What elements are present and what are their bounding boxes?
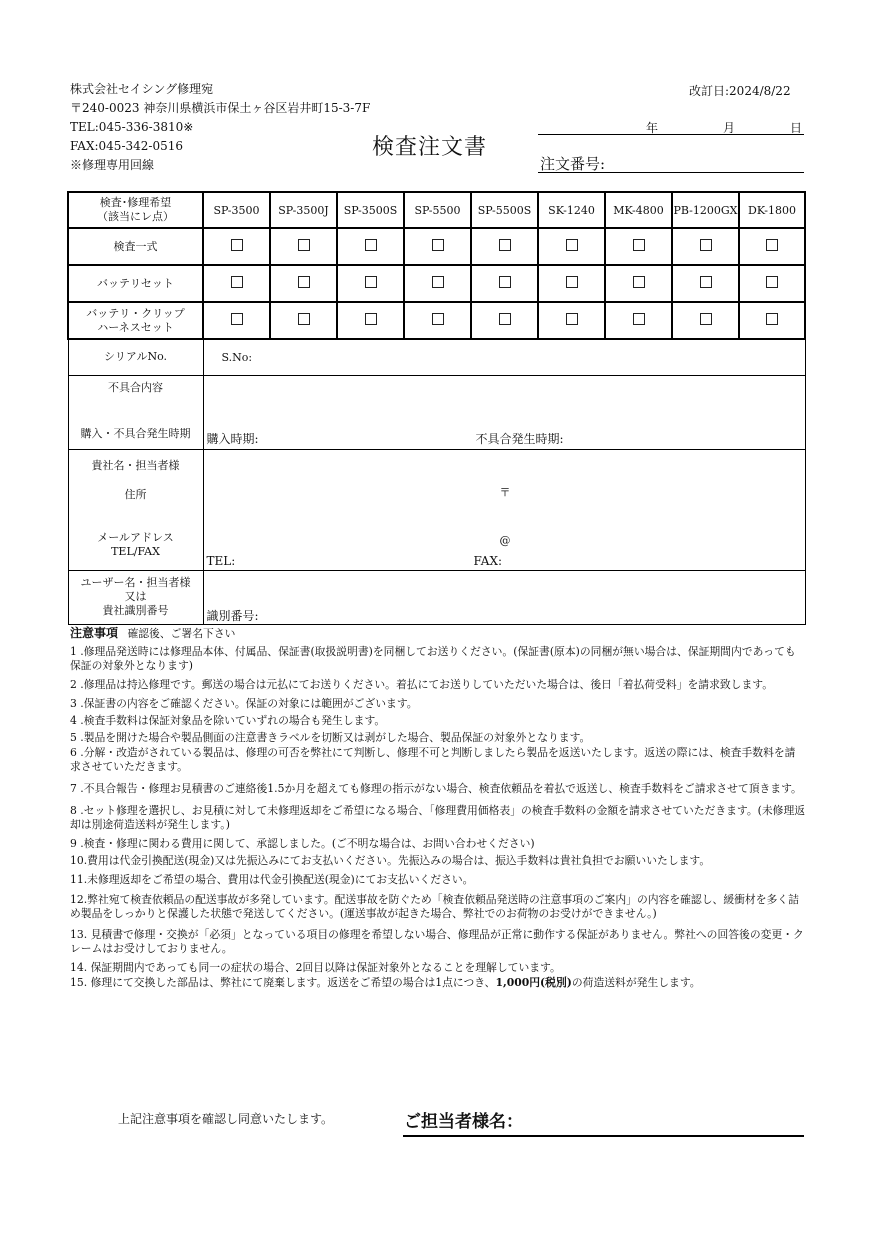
contact-label-cell	[68, 449, 203, 570]
defect-time-label: 不具合発生時期:	[475, 431, 564, 446]
row-label-battery-set: バッテリセット	[68, 265, 203, 302]
company-contact-label: 貴社名・担当者様	[91, 458, 180, 472]
model-dk1800: DK-1800	[739, 192, 805, 228]
at-mark: @	[499, 533, 511, 547]
request-label-line1: 検査･修理希望	[99, 196, 172, 209]
model-sp3500s: SP-3500S	[337, 192, 404, 228]
note-item-15	[70, 976, 806, 990]
note-item: 11.未修理返却をご希望の場合、費用は代金引換配送(現金)にてお支払いください。	[70, 873, 474, 886]
note-item: 8 .セット修理を選択し、お見積に対して未修理返却をご希望になる場合、「修理費用価格表」の検査手数料の金額を請求させていただきます。(未修理返却は別途荷造送料が発生します。)	[70, 804, 806, 831]
defect-row	[68, 375, 805, 449]
checkbox[interactable]	[499, 239, 511, 251]
checkbox[interactable]	[499, 313, 511, 325]
note-item: 13. 見積書で修理・交換が「必須」となっている項目の修理を希望しない場合、修理品が正常に動作する保証がありません。弊社への回答後の変更・クレームはお受けしておりません。	[70, 928, 804, 955]
row-battery-set	[68, 265, 805, 302]
signer-label: ご担当者様名：	[404, 1112, 523, 1132]
note-15-fee: 1,000円(税別)	[495, 976, 572, 989]
purchase-label: 購入・不具合発生時期	[80, 426, 191, 440]
order-form-table	[67, 191, 806, 625]
user-label-line1: ユーザー名・担当者様	[80, 576, 191, 589]
checkbox[interactable]	[700, 313, 712, 325]
row-full-inspection	[68, 228, 805, 265]
user-label-line2: 又は	[124, 590, 147, 603]
year-label: 年	[646, 121, 659, 135]
checkbox[interactable]	[365, 313, 377, 325]
user-label-line3: 貴社識別番号	[102, 604, 169, 617]
telfax-label: TEL/FAX	[111, 544, 160, 558]
note-item: 14. 保証期間内であっても同一の症状の場合、2回目以降は保証対象外となることを理解しています。	[70, 961, 561, 974]
serial-prefix: S.No:	[221, 350, 253, 364]
note-item: 3 .保証書の内容をご確認ください。保証の対象には範囲がございます。	[70, 697, 418, 710]
checkbox[interactable]	[766, 313, 778, 325]
row-label-line1: バッテリ・クリップ	[86, 306, 185, 320]
purchase-time-label: 購入時期:	[206, 431, 259, 446]
note-15-part2: の荷造送料が発生します。	[571, 976, 701, 989]
checkbox[interactable]	[499, 276, 511, 288]
page-title: 検査注文書	[372, 135, 488, 160]
model-pb1200gx: PB-1200GX	[672, 192, 739, 228]
model-sp5500: SP-5500	[404, 192, 471, 228]
user-row	[68, 570, 805, 624]
checkbox[interactable]	[432, 276, 444, 288]
signature-line[interactable]	[403, 1135, 804, 1137]
checkbox[interactable]	[365, 239, 377, 251]
model-sp3500j: SP-3500J	[270, 192, 337, 228]
checkbox[interactable]	[365, 276, 377, 288]
user-input[interactable]	[203, 570, 805, 624]
request-label-cell	[68, 192, 203, 228]
notes-heading-line	[70, 626, 806, 641]
model-sk1240: SK-1240	[538, 192, 605, 228]
note-item: 2 .修理品は持込修理です。郵送の場合は元払にてお送りください。着払にてお送りしていただいた場合は、後日「着払荷受料」を請求致します。	[70, 678, 773, 691]
model-sp3500: SP-3500	[203, 192, 270, 228]
checkbox[interactable]	[700, 276, 712, 288]
notes-section	[70, 626, 806, 990]
checkbox[interactable]	[432, 239, 444, 251]
model-sp5500s: SP-5500S	[471, 192, 538, 228]
contact-row	[68, 449, 805, 570]
date-line	[538, 134, 804, 135]
agree-text: 上記注意事項を確認し同意いたします。	[118, 1112, 334, 1126]
checkbox[interactable]	[766, 239, 778, 251]
defect-input[interactable]	[203, 375, 805, 449]
notes-heading-sub: 確認後、ご署名下さい	[127, 627, 236, 640]
tel-label: TEL:	[206, 553, 236, 568]
company-address-block	[70, 80, 370, 175]
company-name: 株式会社セイシング修理宛	[70, 82, 214, 96]
row-battery-clip-harness	[68, 302, 805, 339]
checkbox[interactable]	[231, 239, 243, 251]
order-number-line[interactable]	[538, 172, 804, 173]
note-15-part1: 15. 修理にて交換した部品は、弊社にて廃棄します。返送をご希望の場合は1点につき、	[70, 976, 496, 989]
revised-date: 改訂日:2024/8/22	[689, 84, 791, 98]
company-fax: FAX:045-342-0516	[70, 139, 183, 153]
checkbox[interactable]	[566, 313, 578, 325]
note-item: 1 .修理品発送時には修理品本体、付属品、保証書(取扱説明書)を同梱してお送りください。(保証書(原本)の同梱が無い場合は、保証期間内であっても保証の対象外となります)	[70, 645, 796, 672]
note-item: 5 .製品を開けた場合や製品側面の注意書きラベルを切断又は剥がした場合、製品保証の対象外となります。	[70, 731, 591, 744]
company-address: 〒240-0023 神奈川県横浜市保土ヶ谷区岩井町15-3-7F	[70, 101, 371, 115]
models-header-row	[68, 192, 805, 228]
serial-input[interactable]	[203, 339, 805, 375]
note-item: 6 .分解・改造がされている製品は、修理の可否を弊社にて判断し、修理不可と判断しましたら製品を返送いたします。返送の際には、検査手数料を請求させていただきます。	[70, 746, 796, 773]
fax-label: FAX:	[473, 553, 503, 568]
checkbox[interactable]	[633, 276, 645, 288]
address-label: 住所	[124, 487, 147, 501]
row-label-line2: ハーネスセット	[97, 320, 174, 334]
email-label: メールアドレス	[97, 530, 174, 544]
note-item: 10.費用は代金引換配送(現金)又は先振込みにてお支払いください。先振込みの場合は、振込手数料は貴社負担でお願いいたします。	[70, 854, 711, 867]
company-note: ※修理専用回線	[70, 158, 155, 172]
checkbox[interactable]	[700, 239, 712, 251]
notes-heading: 注意事項	[70, 626, 119, 640]
company-tel: TEL:045-336-3810※	[70, 120, 194, 134]
checkbox[interactable]	[298, 276, 310, 288]
month-label: 月	[723, 121, 736, 135]
day-label: 日	[790, 121, 803, 135]
checkbox[interactable]	[633, 313, 645, 325]
checkbox[interactable]	[231, 313, 243, 325]
row-label-full-inspection: 検査一式	[68, 228, 203, 265]
checkbox[interactable]	[298, 239, 310, 251]
checkbox[interactable]	[231, 276, 243, 288]
id-label: 識別番号:	[206, 608, 259, 623]
request-label-line2: （該当にレ点）	[97, 210, 174, 223]
note-item: 9 .検査・修理に関わる費用に関して、承認しました。(ご不明な場合は、お問い合わせください)	[70, 837, 535, 850]
checkbox[interactable]	[298, 313, 310, 325]
note-item: 4 .検査手数料は保証対象品を除いていずれの場合も発生します。	[70, 714, 386, 727]
serial-row	[68, 339, 805, 375]
checkbox[interactable]	[633, 239, 645, 251]
postal-mark: 〒	[499, 485, 511, 499]
note-item: 12.弊社宛て検査依頼品の配送事故が多発しています。配送事故を防ぐため「検査依頼品発送時の注意事項のご案内」の内容を確認し、緩衝材を多く詰め製品をしっかりと保護した状態で発送してください。(運送事故が起きた場合、弊社でのお荷物のお受けができません。)	[70, 893, 799, 920]
defect-label-cell	[68, 375, 203, 449]
model-mk4800: MK-4800	[605, 192, 672, 228]
note-item: 7 .不具合報告・修理お見積書のご連絡後1.5か月を超えても修理の指示がない場合、検査依頼品を着払で返送し、検査手数料をご請求させて頂きます。	[70, 782, 802, 795]
serial-label: シリアルNo.	[68, 339, 203, 375]
user-label-cell	[68, 570, 203, 624]
checkbox[interactable]	[566, 276, 578, 288]
row-label-battery-clip-harness	[68, 302, 203, 339]
contact-input[interactable]	[203, 449, 805, 570]
checkbox[interactable]	[766, 276, 778, 288]
order-number-label: 注文番号:	[540, 155, 606, 173]
checkbox[interactable]	[566, 239, 578, 251]
checkbox[interactable]	[432, 313, 444, 325]
defect-label: 不具合内容	[108, 380, 163, 394]
